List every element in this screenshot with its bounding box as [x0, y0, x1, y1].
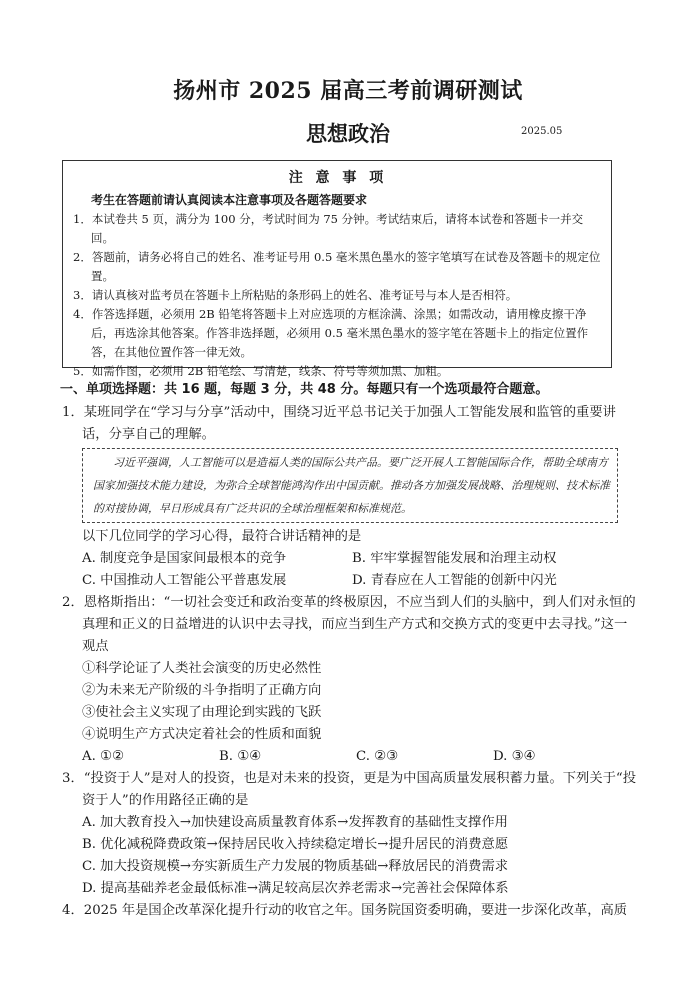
notice-title: 注 意 事 项 [288, 170, 388, 186]
notice-item: 3．请认真核对监考员在答题卡上所粘贴的条形码上的姓名、准考证号与本人是否相符。 [73, 288, 518, 302]
option-d: D. 提高基础养老金最低标准→满足较高层次养老需求→完善社会保障体系 [82, 881, 509, 896]
statement: ①科学论证了人类社会演变的历史必然性 [82, 661, 322, 676]
notice-item: 1．本试卷共 5 页，满分为 100 分，考试时间为 75 分钟。考试结束后，请将本试卷和答题卡一并交回。 [73, 212, 584, 245]
statement: ②为未来无产阶级的斗争指明了正确方向 [82, 683, 322, 698]
option-c: C. ②③ [356, 749, 398, 764]
question-4-stem: 4．2025 年是国企改革深化提升行动的收官之年。国务院国资委明确，要进一步深化改革，高质 [62, 903, 628, 918]
option-b: B. 牢牢掌握智能发展和治理主动权 [352, 551, 557, 566]
option-b: B. 优化减税降费政策→保持居民收入持续稳定增长→提升居民的消费意愿 [82, 837, 509, 852]
notice-box [62, 160, 612, 378]
questions [62, 378, 638, 922]
page-title: 扬州市 2025 届高三考前调研测试 [173, 78, 523, 104]
question-1-quote: 习近平强调，人工智能可以是造福人类的国际公共产品。要广泛开展人工智能国际合作，帮助全球南方国家加强技术能力建设，为弥合全球智能鸿沟作出中国贡献。推动各方加强发展战略、治理规则、技术标准的对接协调，早日形成具有广泛共识的全球治理框架和标准规范。 [82, 448, 618, 523]
exam-date: 2025.05 [521, 126, 563, 137]
question-3-stem: 3．“投资于人”是对人的投资，也是对未来的投资，更是为中国高质量发展积蓄力量。下列关于“投资于人”的作用路径正确的是 [62, 771, 637, 808]
notice-item: 4．作答选择题，必须用 2B 铅笔将答题卡上对应选项的方框涂满、涂黑；如需改动，请用橡皮擦干净后，再选涂其他答案。作答非选择题，必须用 0.5 毫米黑色墨水的签字笔在答题卡上的指定位置作答，在其他位置作答一律无效。 [73, 307, 589, 359]
option-a: A. ①② [82, 749, 124, 764]
option-d: D. ③④ [493, 749, 536, 764]
subject-title: 思想政治 [306, 121, 390, 146]
statement: ④说明生产方式决定着社会的性质和面貌 [82, 727, 322, 742]
option-a: A. 加大教育投入→加快建设高质量教育体系→发挥教育的基础性支撑作用 [82, 815, 508, 830]
notice-item: 2．答题前，请务必将自己的姓名、准考证号用 0.5 毫米黑色墨水的签字笔填写在试卷及答题卡的规定位置。 [73, 250, 601, 283]
question-1-options-row [62, 548, 638, 570]
option-c: C. 加大投资规模→夯实新质生产力发展的物质基础→释放居民的消费需求 [82, 859, 509, 874]
option-a: A. 制度竞争是国家间最根本的竞争 [82, 551, 287, 566]
notice-item: 5．如需作图，必须用 2B 铅笔绘、写清楚，线条、符号等须加黑、加粗。 [73, 364, 449, 378]
section-heading: 一、单项选择题：共 16 题，每题 3 分，共 48 分。每题只有一个选项最符合题意。 [60, 382, 549, 397]
question-2-stem: 2．恩格斯指出：“一切社会变迁和政治变革的终极原因，不应当到人们的头脑中，到人们对永恒的真理和正义的日益增进的认识中去寻找，而应当到生产方式和交换方式的变更中去寻找。”这一观点 [62, 595, 636, 654]
option-d: D. 青春应在人工智能的创新中闪光 [352, 573, 557, 588]
option-c: C. 中国推动人工智能公平普惠发展 [82, 573, 287, 588]
notice-intro: 考生在答题前请认真阅读本注意事项及各题答题要求 [91, 193, 368, 207]
question-1-options-row [62, 570, 638, 592]
question-2-options-row [62, 746, 638, 768]
question-1-stem: 1．某班同学在“学习与分享”活动中，围绕习近平总书记关于加强人工智能发展和监管的重要讲话，分享自己的理解。 [62, 405, 616, 442]
statement: ③使社会主义实现了由理论到实践的飞跃 [82, 705, 322, 720]
question-1-ask: 以下几位同学的学习心得，最符合讲话精神的是 [82, 529, 362, 544]
option-b: B. ①④ [219, 749, 262, 764]
